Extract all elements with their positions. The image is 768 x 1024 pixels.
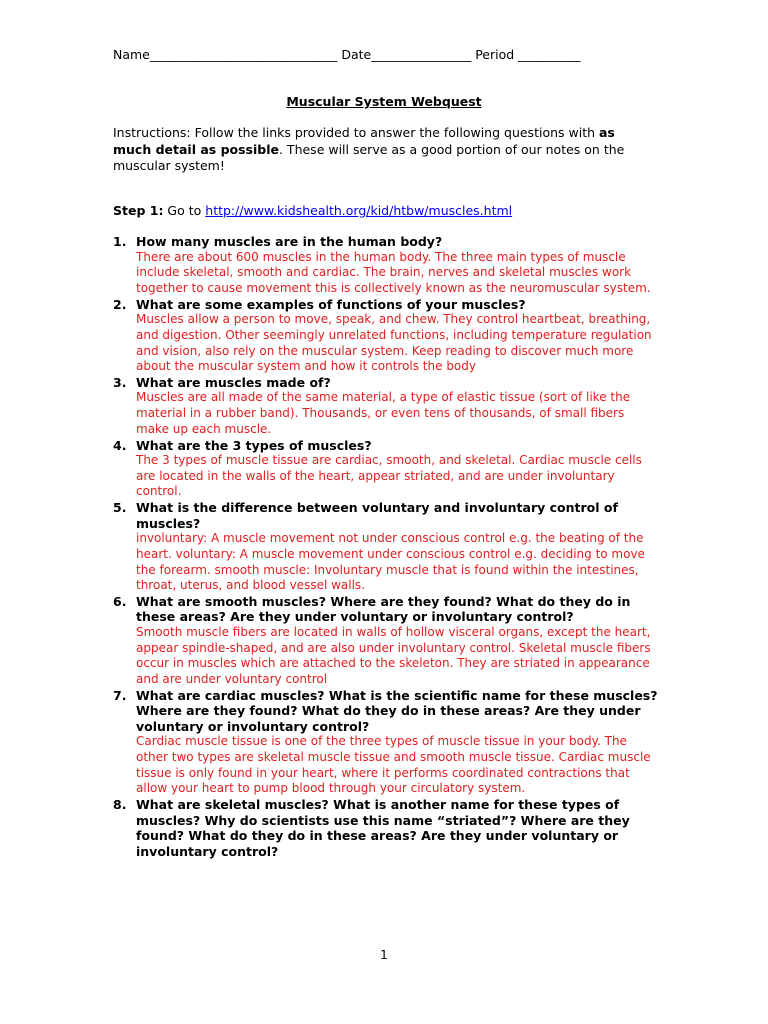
question-number: 8. (113, 797, 127, 813)
answer-text: The 3 types of muscle tissue are cardiac, smooth, and skeletal. Cardiac muscle cells are located in the walls of the heart, appear striated, and are under involuntary control. (136, 453, 642, 499)
instructions-suffix: . These will serve as a good portion of our notes on the muscular system! (113, 141, 625, 173)
question-text: What are the 3 types of muscles? (136, 437, 372, 453)
question-item-2 (113, 297, 658, 375)
step-text: Go to (163, 203, 206, 218)
question-number: 2. (113, 296, 127, 312)
question-number: 4. (113, 437, 127, 453)
question-number: 1. (113, 234, 127, 249)
question-text: What are cardiac muscles? What is the scientific name for these muscles? Where are they found? What do they do in these areas? Are they under voluntary or involuntary control? (136, 687, 658, 734)
kidshealth-link[interactable]: http://www.kidshealth.org/kid/htbw/muscles.html (205, 203, 513, 218)
question-item-6 (113, 594, 658, 688)
question-text: What are muscles made of? (136, 374, 331, 390)
question-item-1 (113, 234, 658, 297)
question-list (113, 234, 658, 859)
step-1 (113, 203, 512, 218)
question-item-4 (113, 438, 658, 501)
step-label: Step 1: (113, 203, 164, 218)
page-number: 1 (380, 948, 388, 962)
question-number: 5. (113, 500, 127, 516)
instructions-emphasis: as much detail as possible (113, 125, 615, 157)
answer-text: Smooth muscle fibers are located in walls of hollow visceral organs, except the heart, appear spindle-shaped, and are also under involuntary control. Skeletal muscle fibers occur in muscles which are attached to the skeleton. They are striated in appearance and are under voluntary control (136, 624, 651, 687)
instructions-prefix: Instructions: Follow the links provided to answer the following questions with (113, 125, 599, 140)
question-text: What are smooth muscles? Where are they found? What do they do in these areas? Are they under voluntary or involuntary control? (136, 593, 631, 625)
question-item-7 (113, 688, 658, 797)
page-title: Muscular System Webquest (286, 94, 482, 109)
question-text: How many muscles are in the human body? (136, 234, 443, 249)
answer-text: Muscles allow a person to move, speak, and chew. They control heartbeat, breathing, and digestion. Other seemingly unrelated functions, including temperature regulation and vision, also rely on the muscular system. Keep reading to discover much more about the muscular system and how it controls the body (136, 312, 652, 374)
question-text: What are some examples of functions of your muscles? (136, 296, 526, 312)
answer-text: involuntary: A muscle movement not under conscious control e.g. the beating of the heart. voluntary: A muscle movement under conscious control e.g. deciding to move the forearm. smooth muscle: Involuntary muscle that is found within the intestines, throat, uterus, and blood vessel walls. (136, 531, 645, 593)
answer-text: Muscles are all made of the same material, a type of elastic tissue (sort of like the material in a rubber band). Thousands, or even tens of thousands, of small fibers make up each muscle. (136, 390, 631, 436)
question-text: What are skeletal muscles? What is another name for these types of muscles? Why do scientists use this name “striated”? Where are they found? What do they do in these areas? Are they under voluntary or involuntary control? (136, 797, 630, 859)
question-number: 3. (113, 374, 127, 390)
question-item-5 (113, 500, 658, 594)
question-number: 7. (113, 687, 127, 703)
question-number: 6. (113, 593, 127, 609)
instructions (113, 125, 653, 175)
question-item-8 (113, 797, 658, 859)
name-date-period-line: Name______________________________ Date________________ Period __________ (113, 47, 581, 62)
answer-text: Cardiac muscle tissue is one of the three types of muscle tissue in your body. The other two types are skeletal muscle tissue and smooth muscle tissue. Cardiac muscle tissue is only found in your heart, where it performs coordinated contractions that allow your heart to pump blood through your circulatory system. (136, 734, 651, 796)
answer-text: There are about 600 muscles in the human body. The three main types of muscle include skeletal, smooth and cardiac. The brain, nerves and skeletal muscles work together to cause movement this is collectively known as the neuromuscular system. (136, 249, 651, 295)
question-text: What is the difference between voluntary and involuntary control of muscles? (136, 500, 618, 531)
question-item-3 (113, 375, 658, 438)
